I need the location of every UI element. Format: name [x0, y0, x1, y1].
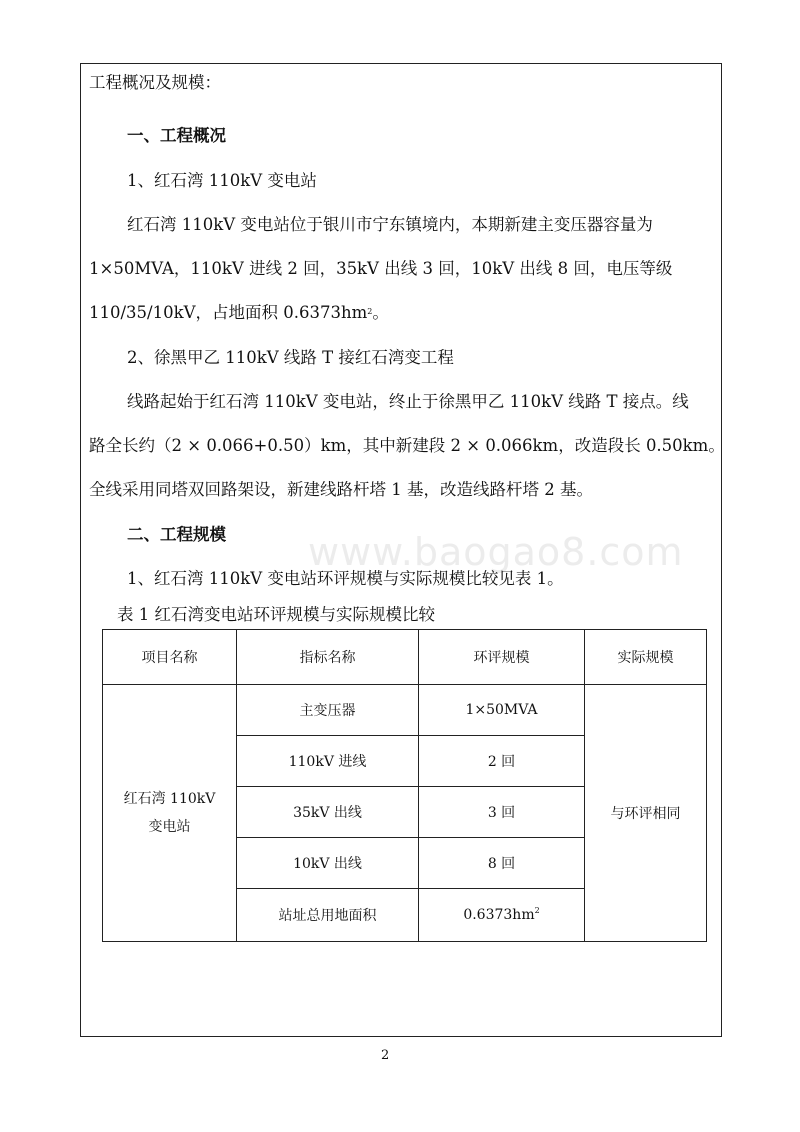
para1-line2: 1×50MVA，110kV 进线 2 回，35kV 出线 3 回，10kV 出线 8 回，电压等级	[89, 259, 673, 278]
table-caption: 表 1 红石湾变电站环评规模与实际规模比较	[117, 605, 435, 624]
para1-line1: 红石湾 110kV 变电站位于银川市宁东镇境内，本期新建主变压器容量为	[127, 215, 653, 234]
para1-line3: 110/35/10kV，占地面积 $0.6373hm^2$。	[89, 303, 389, 322]
table-row	[103, 685, 707, 736]
cell-indicator: 10kV 出线	[237, 838, 419, 889]
cell-indicator: 主变压器	[237, 685, 419, 736]
cell-indicator: 站址总用地面积	[237, 889, 419, 942]
cell-eia: 1×50MVA	[419, 685, 585, 736]
watermark: www.baogao8.com	[308, 530, 684, 574]
cell-eia: 8 回	[419, 838, 585, 889]
header-actual-scale: 实际规模	[585, 630, 707, 685]
cell-eia: $0.6373hm^2$	[419, 889, 585, 942]
section-header: 工程概况及规模：	[89, 73, 221, 92]
subheading-comparison: 1、红石湾 110kV 变电站环评规模与实际规模比较见表 1。	[127, 569, 564, 588]
table-header-row	[103, 630, 707, 685]
heading-overview: 一、工程概况	[127, 126, 226, 145]
comparison-table	[102, 629, 707, 942]
cell-indicator: 110kV 进线	[237, 736, 419, 787]
cell-actual-scale: 与环评相同	[585, 685, 707, 942]
subheading-line-project: 2、徐黑甲乙 110kV 线路 T 接红石湾变工程	[127, 348, 454, 367]
cell-indicator: 35kV 出线	[237, 787, 419, 838]
subheading-substation: 1、红石湾 110kV 变电站	[127, 171, 317, 190]
header-eia-scale: 环评规模	[419, 630, 585, 685]
heading-scale: 二、工程规模	[127, 525, 226, 544]
header-project-name: 项目名称	[103, 630, 237, 685]
para2-line2: 路全长约（2 × 0.066+0.50）km，其中新建段 2 × 0.066km，改造段长 0.50km。	[89, 436, 725, 455]
page-number: 2	[381, 1048, 390, 1063]
cell-eia: 3 回	[419, 787, 585, 838]
para2-line1: 线路起始于红石湾 110kV 变电站，终止于徐黑甲乙 110kV 线路 T 接点。线	[127, 392, 689, 411]
header-indicator-name: 指标名称	[237, 630, 419, 685]
cell-eia: 2 回	[419, 736, 585, 787]
cell-project-name: 红石湾 110kV 变电站	[103, 685, 237, 942]
para2-line3: 全线采用同塔双回路架设，新建线路杆塔 1 基，改造线路杆塔 2 基。	[89, 480, 593, 499]
